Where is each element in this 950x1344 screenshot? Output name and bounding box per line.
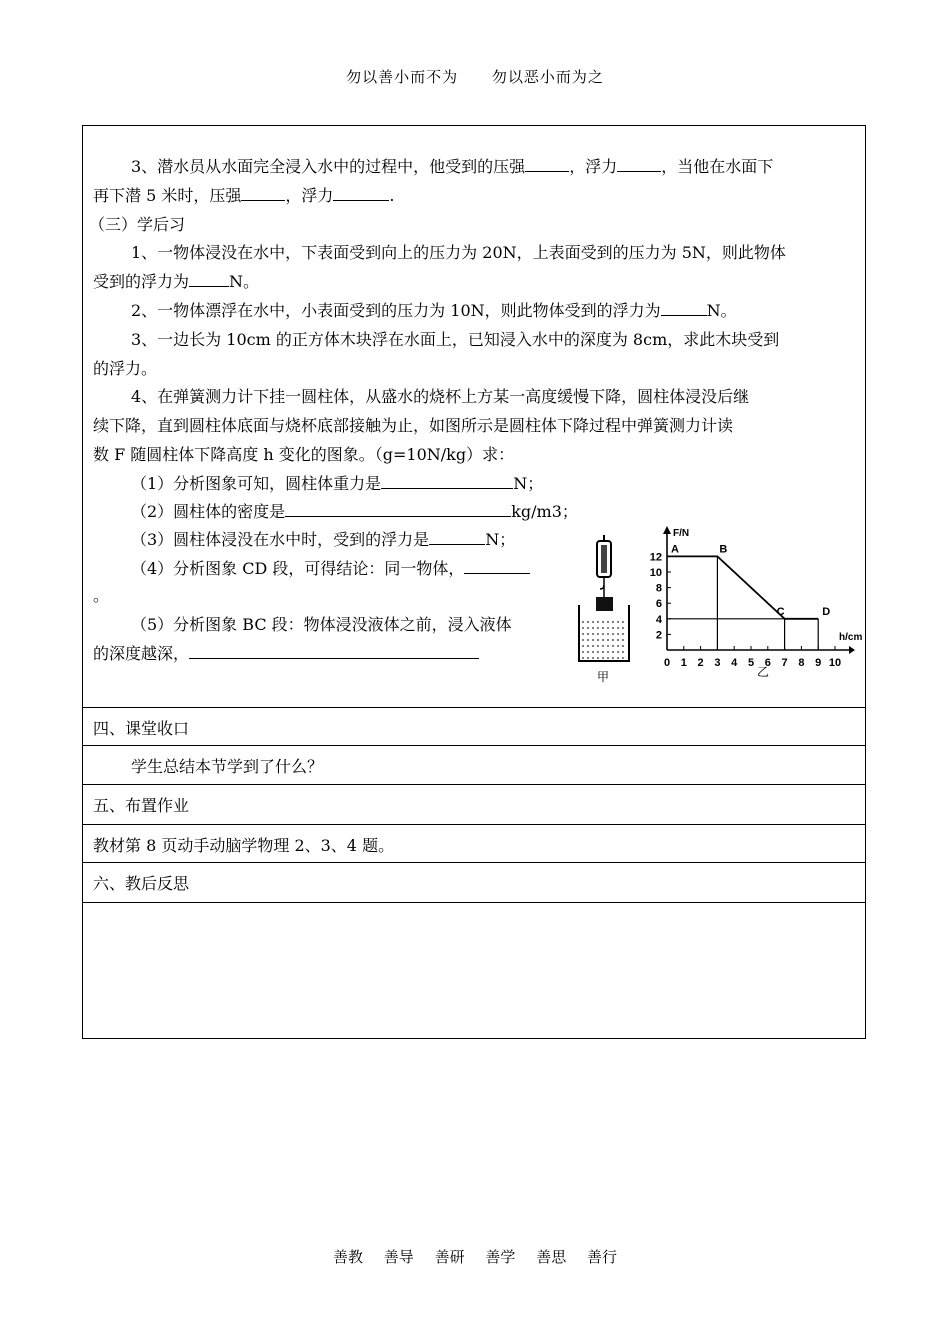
x-tick-label: 8: [798, 657, 805, 669]
blank[interactable]: [617, 153, 661, 172]
problem-1-cont: 受到的浮力为 N。: [93, 267, 259, 296]
x-tick-label: 3: [714, 657, 721, 669]
row-title: 四、课堂收口: [93, 719, 190, 738]
lesson-table: [82, 125, 866, 1039]
question-3-cont: 再下潜 5 米时，压强 ，浮力 .: [93, 181, 394, 210]
blank[interactable]: [285, 498, 511, 517]
sub-question-5: （5）分析图象 BC 段：物体浸没液体之前，浸入液体: [131, 615, 512, 634]
series-line: [667, 556, 818, 618]
header-motto-right: 勿以恶小而为之: [491, 68, 604, 86]
figure-jia-label: 甲: [597, 670, 610, 684]
x-tick-label: 9: [815, 657, 822, 669]
x-tick-label: 5: [747, 657, 755, 669]
row-class-closing: [83, 707, 865, 745]
row-homework: [83, 784, 865, 824]
x-tick-label: 2: [697, 657, 704, 669]
sub-question-4: （4）分析图象 CD 段，可得结论：同一物体，: [131, 554, 530, 583]
y-tick-label: 8: [655, 582, 662, 595]
section-heading: （三）学后习: [89, 215, 186, 234]
sub-question-5-cont: 的深度越深，: [93, 639, 479, 668]
figure-jia: [563, 521, 645, 686]
page-header: [0, 66, 950, 87]
row-body: 教材第 8 页动手动脑学物理 2、3、4 题。: [93, 836, 395, 855]
figure-yi-chart: [641, 524, 867, 689]
y-tick-label: 2: [655, 629, 662, 642]
point-label: B: [719, 543, 728, 556]
y-axis-label: F/N: [673, 528, 690, 539]
row-homework-body: [83, 824, 865, 862]
footer-word: 善研: [434, 1248, 465, 1266]
y-tick-label: 10: [649, 567, 662, 579]
x-tick-label: 7: [781, 657, 788, 669]
point-label: A: [671, 543, 679, 556]
beaker-icon: [579, 605, 629, 661]
sub-question-1: （1）分析图象可知，圆柱体重力是 N；: [131, 469, 543, 498]
blank[interactable]: [381, 470, 513, 489]
page-footer: [0, 1246, 950, 1267]
y-tick-label: 6: [655, 598, 662, 611]
blank[interactable]: [241, 182, 285, 201]
header-motto-left: 勿以善小而不为: [346, 68, 459, 86]
y-tick-label: 4: [655, 613, 662, 626]
y-axis-arrow-icon: [663, 526, 671, 534]
footer-word: 善教: [333, 1248, 364, 1266]
problem-4-cont2: 数 F 随圆柱体下降高度 h 变化的图象。（g=10N/kg）求：: [93, 445, 515, 464]
blank[interactable]: [189, 268, 229, 287]
problem-2: 2、一物体漂浮在水中，小表面受到的压力为 10N，则此物体受到的浮力为 N。: [131, 296, 737, 325]
x-tick-label: 0: [663, 657, 671, 669]
x-axis-label: h/cm: [839, 632, 863, 643]
footer-word: 善行: [586, 1248, 617, 1266]
sub-question-2: （2）圆柱体的密度是 kg/m3；: [131, 497, 578, 526]
footer-word: 善学: [485, 1248, 516, 1266]
blank[interactable]: [429, 526, 485, 545]
row-title: 五、布置作业: [93, 796, 190, 815]
sub-question-3: （3）圆柱体浸没在水中时，受到的浮力是 N；: [131, 525, 515, 554]
cylinder-block: [596, 597, 613, 611]
row-reflection-body[interactable]: [83, 902, 865, 1038]
x-tick-label: 1: [680, 657, 687, 669]
row-body: 学生总结本节学到了什么？: [131, 757, 324, 776]
blank[interactable]: [333, 182, 389, 201]
problem-3: 3、一边长为 10cm 的正方体木块浮在水面上，已知浸入水中的深度为 8cm，求此木块受到: [131, 330, 780, 349]
problem-4: 4、在弹簧测力计下挂一圆柱体，从盛水的烧杯上方某一高度缓慢下降，圆柱体浸没后继: [131, 387, 750, 406]
question-3: 3、潜水员从水面完全浸入水中的过程中，他受到的压强 ，浮力 ，当他在水面下: [131, 152, 773, 181]
y-tick-label: 12: [649, 551, 662, 564]
spring-scale-icon: [597, 535, 611, 597]
row-reflection: [83, 862, 865, 902]
blank[interactable]: [189, 640, 479, 659]
row-title: 六、教后反思: [93, 874, 190, 893]
blank[interactable]: [464, 555, 530, 574]
row-class-closing-body: [83, 745, 865, 784]
figure-yi-label: 乙: [757, 665, 770, 679]
blank[interactable]: [661, 297, 707, 316]
x-axis-arrow-icon: [849, 646, 855, 654]
x-tick-label: 10: [828, 657, 842, 669]
point-label: D: [822, 605, 831, 618]
problem-3-cont: 的浮力。: [93, 359, 158, 378]
problem-1: 1、一物体浸没在水中，下表面受到向上的压力为 20N，上表面受到的压力为 5N，则此物体: [131, 243, 786, 262]
blank[interactable]: [525, 153, 569, 172]
x-tick-label: 4: [731, 657, 738, 669]
footer-word: 善导: [383, 1248, 414, 1266]
x-tick-label: 6: [764, 657, 771, 669]
footer-word: 善思: [536, 1248, 567, 1266]
problem-4-cont: 续下降，直到圆柱体底面与烧杯底部接触为止，如图所示是圆柱体下降过程中弹簧测力计读: [93, 416, 734, 435]
point-label: C: [776, 605, 785, 618]
sub-question-4-end: 。: [93, 586, 110, 605]
